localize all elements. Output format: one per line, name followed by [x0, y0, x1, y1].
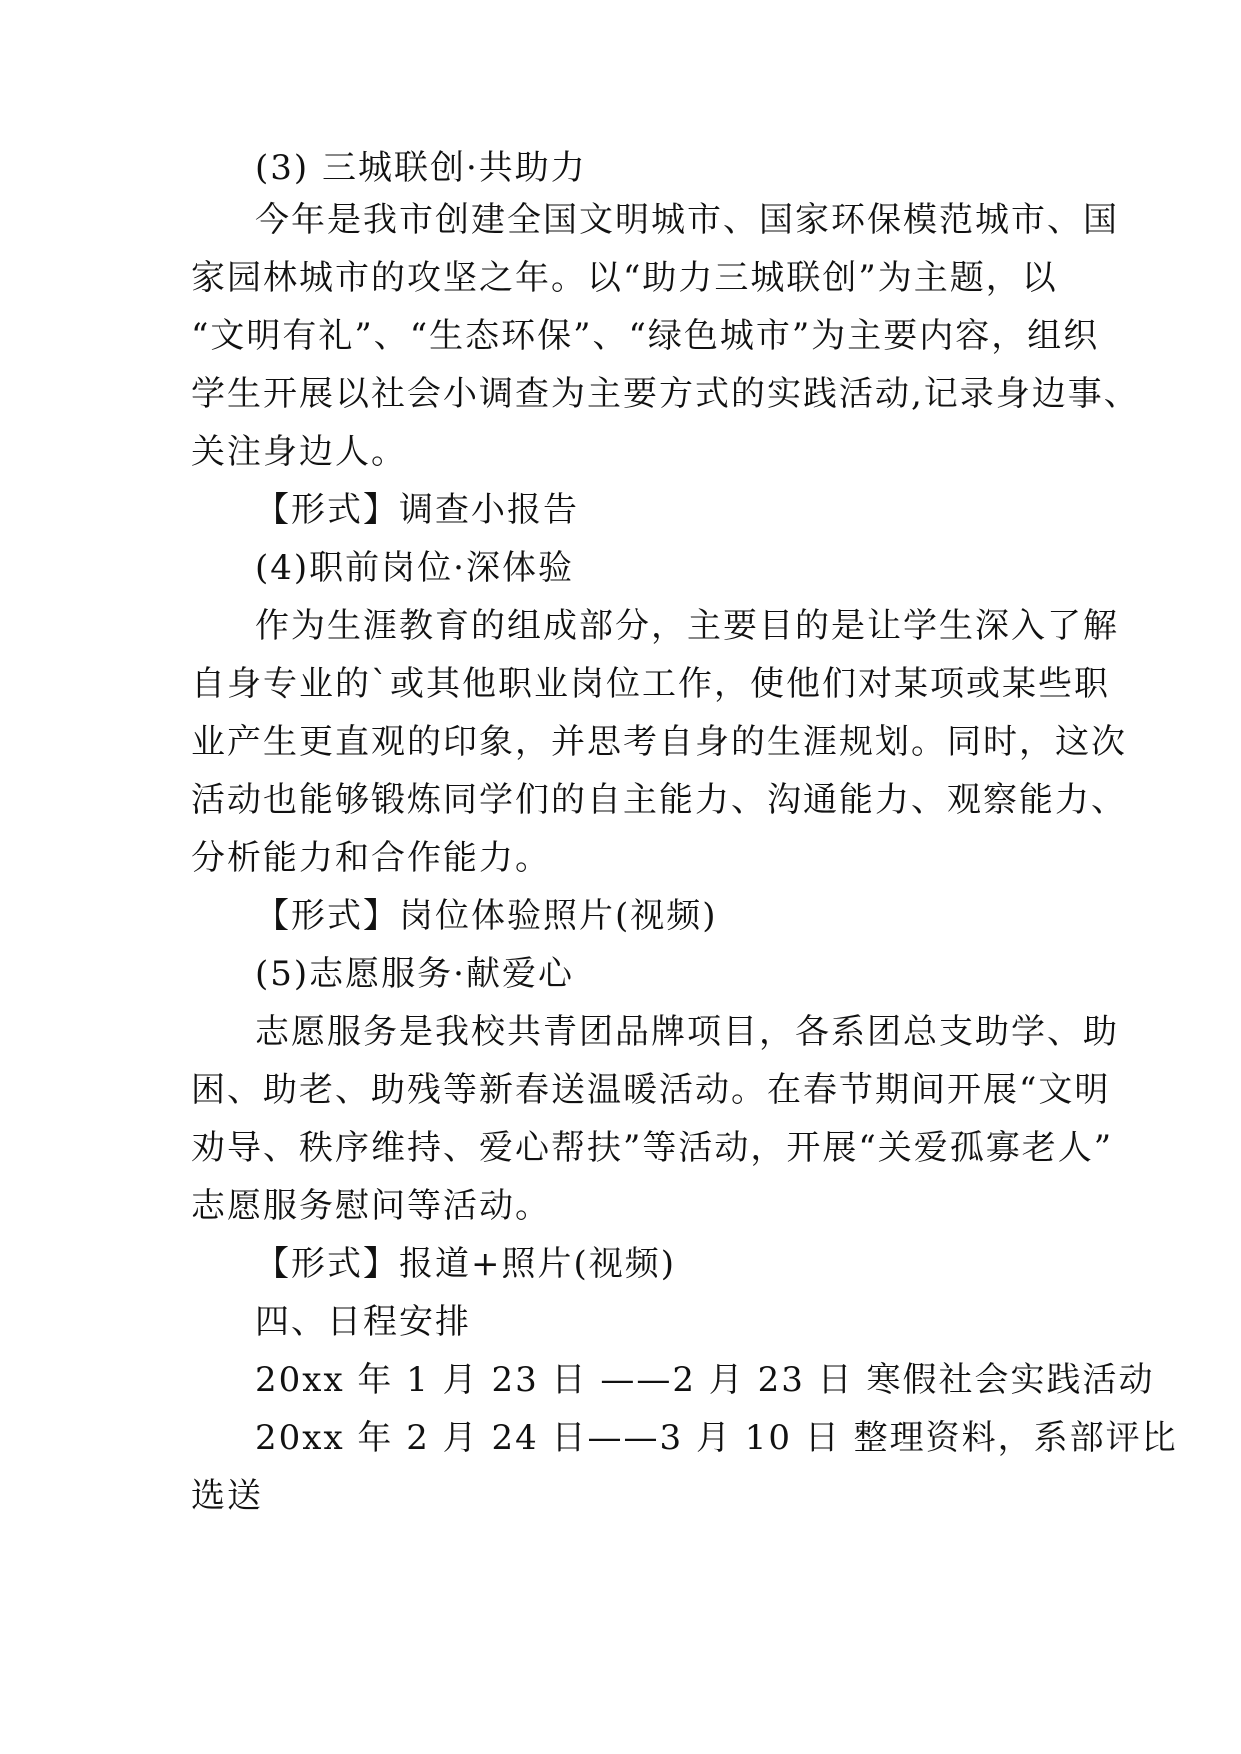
form-label: 【形式】调查小报告	[255, 490, 579, 530]
form-label: 【形式】报道+照片(视频)	[255, 1244, 677, 1284]
paragraph-line: “文明有礼”、“生态环保”、“绿色城市”为主要内容，组织	[191, 316, 1100, 356]
form-label: 【形式】岗位体验照片(视频)	[255, 896, 718, 936]
paragraph-line: 活动也能够锻炼同学们的自主能力、沟通能力、观察能力、	[191, 780, 1127, 820]
section-heading-4: (4)职前岗位·深体验	[255, 548, 574, 588]
paragraph-line: 今年是我市创建全国文明城市、国家环保模范城市、国	[255, 200, 1119, 240]
section-heading-3: (3) 三城联创·共助力	[255, 148, 587, 188]
paragraph-line: 分析能力和合作能力。	[191, 838, 551, 878]
section-heading-5: (5)志愿服务·献爱心	[255, 954, 574, 994]
schedule-item: 20xx 年 2 月 24 日——3 月 10 日 整理资料，系部评比	[255, 1418, 1178, 1458]
section-heading-schedule: 四、日程安排	[255, 1302, 471, 1342]
paragraph-line: 学生开展以社会小调查为主要方式的实践活动,记录身边事、	[191, 374, 1140, 414]
paragraph-line: 关注身边人。	[191, 432, 407, 472]
paragraph-line: 志愿服务慰问等活动。	[191, 1186, 551, 1226]
paragraph-line: 自身专业的`或其他职业岗位工作，使他们对某项或某些职	[191, 664, 1110, 704]
paragraph-line: 志愿服务是我校共青团品牌项目，各系团总支助学、助	[255, 1012, 1119, 1052]
schedule-item-continuation: 选送	[191, 1476, 263, 1516]
schedule-item: 20xx 年 1 月 23 日 ——2 月 23 日 寒假社会实践活动	[255, 1360, 1155, 1400]
paragraph-line: 困、助老、助残等新春送温暖活动。在春节期间开展“文明	[191, 1070, 1111, 1110]
paragraph-line: 家园林城市的攻坚之年。以“助力三城联创”为主题，以	[191, 258, 1058, 298]
paragraph-line: 作为生涯教育的组成部分，主要目的是让学生深入了解	[255, 606, 1119, 646]
paragraph-line: 劝导、秩序维持、爱心帮扶”等活动，开展“关爱孤寡老人”	[191, 1128, 1114, 1168]
paragraph-line: 业产生更直观的印象，并思考自身的生涯规划。同时，这次	[191, 722, 1127, 762]
